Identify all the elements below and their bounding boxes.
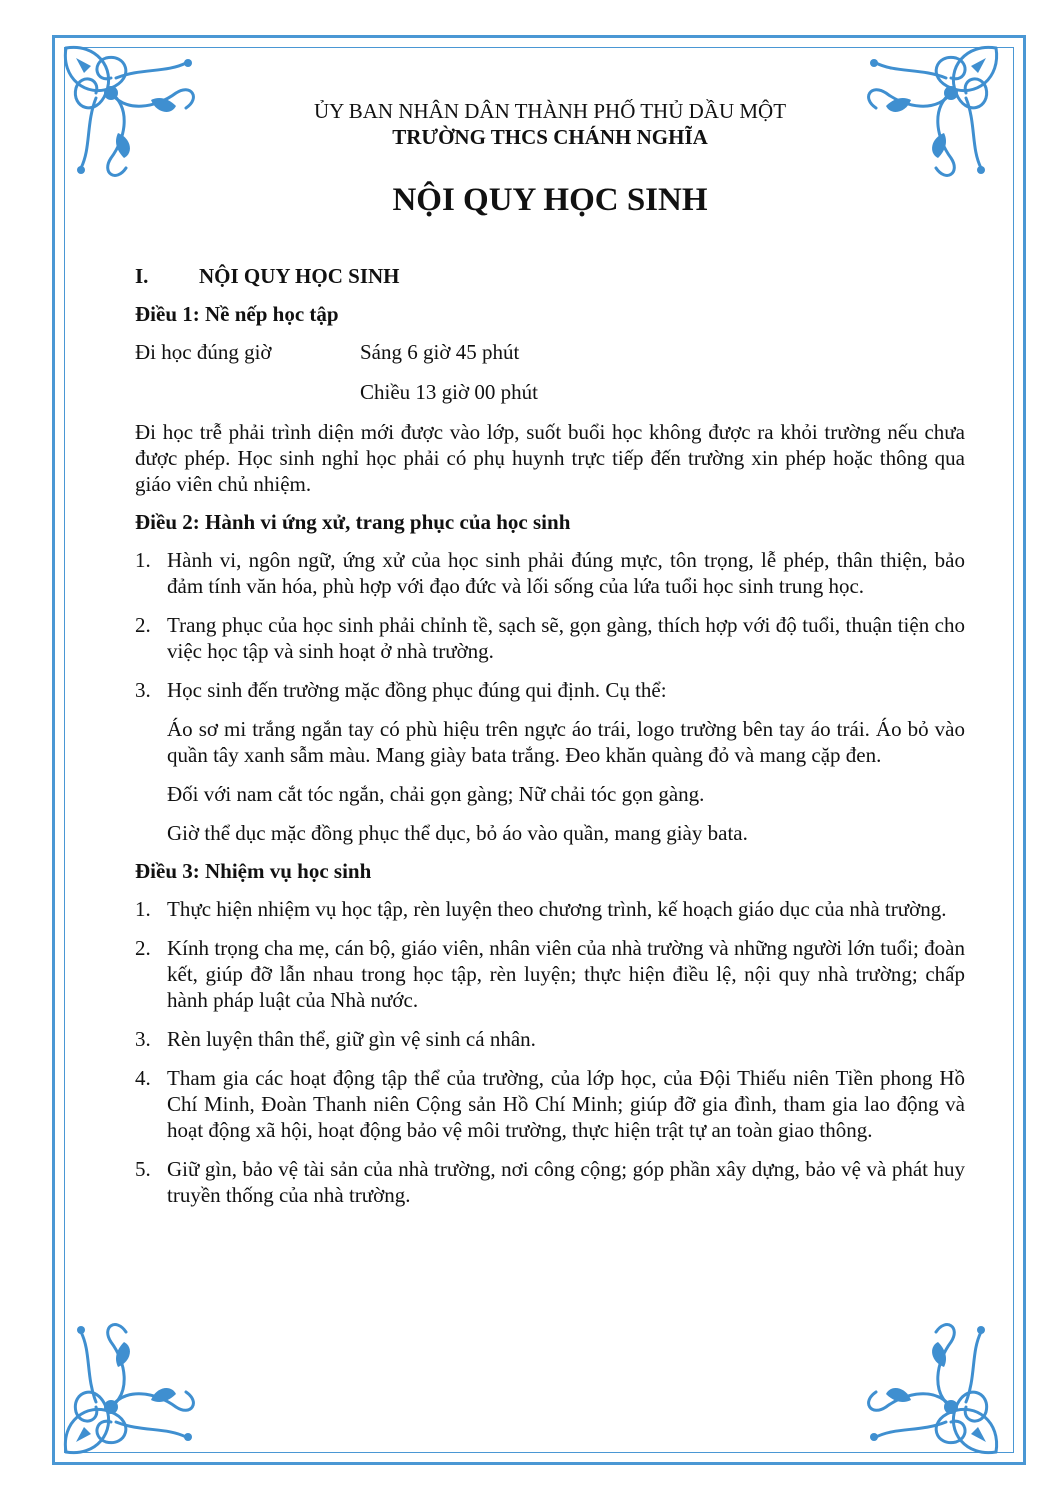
list-item-number: 5.	[135, 1157, 151, 1181]
section-title: NỘI QUY HỌC SINH	[199, 264, 400, 288]
list-item-text: Học sinh đến trường mặc đồng phục đúng qui định. Cụ thể:	[167, 678, 667, 702]
list-item-number: 3.	[135, 1027, 151, 1051]
pe-detail: Giờ thể dục mặc đồng phục thể dục, bỏ áo vào quần, mang giày bata.	[167, 821, 748, 845]
list-item-number: 3.	[135, 678, 151, 702]
list-item-number: 1.	[135, 548, 151, 572]
article-1-heading: Điều 1: Nề nếp học tập	[135, 302, 339, 326]
list-item-text: Rèn luyện thân thể, giữ gìn vệ sinh cá nhân.	[167, 1027, 536, 1051]
school-name: TRƯỜNG THCS CHÁNH NGHĨA	[392, 125, 708, 149]
list-item-text: Thực hiện nhiệm vụ học tập, rèn luyện theo chương trình, kế hoạch giáo dục của nhà trường.	[167, 897, 947, 921]
article-2-heading: Điều 2: Hành vi ứng xử, trang phục của học sinh	[135, 510, 571, 534]
list-item-text: Trang phục của học sinh phải chỉnh tề, sạch sẽ, gọn gàng, thích hợp với độ tuổi, thuận tiện cho việc học tập và sinh hoạt ở nhà trường.	[167, 613, 965, 663]
schedule-morning: Sáng 6 giờ 45 phút	[360, 340, 520, 364]
list-item-text: Tham gia các hoạt động tập thể của trường, của lớp học, của Đội Thiếu niên Tiền phong Hồ Chí Minh, Đoàn Thanh niên Cộng sản Hồ Chí Minh; giúp đỡ gia đình, tham gia lao động và hoạt động xã hội, hoạt động bảo vệ môi trường, thực hiện trật tự an toàn giao thông.	[167, 1066, 965, 1142]
uniform-detail: Áo sơ mi trắng ngắn tay có phù hiệu trên ngực áo trái, logo trường bên tay áo trái. Áo bỏ vào quần tây xanh sẫm màu. Mang giày bata trắng. Đeo khăn quàng đỏ và mang cặp đen.	[167, 717, 965, 767]
article-1-paragraph: Đi học trễ phải trình diện mới được vào lớp, suốt buổi học không được ra khỏi trường nếu chưa được phép. Học sinh nghỉ học phải có phụ huynh trực tiếp đến trường xin phép hoặc thông qua giáo viên chủ nhiệm.	[135, 420, 965, 496]
list-item	[135, 1026, 965, 1052]
list-item-text: Kính trọng cha mẹ, cán bộ, giáo viên, nhân viên của nhà trường và những người lớn tuổi; đoàn kết, giúp đỡ lẫn nhau trong học tập, rèn luyện; thực hiện điều lệ, nội quy nhà trường; chấp hành pháp luật của Nhà nước.	[167, 936, 965, 1012]
list-item	[135, 612, 965, 664]
list-item	[135, 896, 965, 922]
list-item	[135, 1065, 965, 1143]
list-item-number: 2.	[135, 613, 151, 637]
list-item-number: 1.	[135, 897, 151, 921]
page-title: NỘI QUY HỌC SINH	[392, 182, 708, 218]
list-item-text: Hành vi, ngôn ngữ, ứng xử của học sinh phải đúng mực, tôn trọng, lễ phép, thân thiện, bảo đảm tính văn hóa, phù hợp với đạo đức và lối sống của lứa tuổi học sinh trung học.	[167, 548, 965, 598]
article-3-heading: Điều 3: Nhiệm vụ học sinh	[135, 859, 372, 883]
corner-ornament-icon	[856, 1312, 1006, 1462]
list-item	[135, 935, 965, 1013]
list-item	[135, 547, 965, 599]
list-item	[135, 677, 965, 703]
schedule-afternoon: Chiều 13 giờ 00 phút	[360, 380, 538, 404]
article-2-list	[135, 547, 965, 703]
schedule-row	[135, 339, 965, 365]
list-item-number: 2.	[135, 936, 151, 960]
authority-name: ỦY BAN NHÂN DÂN THÀNH PHỐ THỦ DẦU MỘT	[313, 99, 787, 123]
schedule-label: Đi học đúng giờ	[135, 340, 272, 364]
article-3-list	[135, 896, 965, 1208]
corner-ornament-icon	[56, 1312, 206, 1462]
section-heading	[135, 263, 965, 289]
document-body	[135, 98, 965, 1221]
hair-detail: Đối với nam cắt tóc ngắn, chải gọn gàng; Nữ chải tóc gọn gàng.	[167, 782, 705, 806]
list-item-number: 4.	[135, 1066, 151, 1090]
list-item	[135, 1156, 965, 1208]
list-item-text: Giữ gìn, bảo vệ tài sản của nhà trường, nơi công cộng; góp phần xây dựng, bảo vệ và phát huy truyền thống của nhà trường.	[167, 1157, 965, 1207]
section-number: I.	[135, 264, 149, 288]
